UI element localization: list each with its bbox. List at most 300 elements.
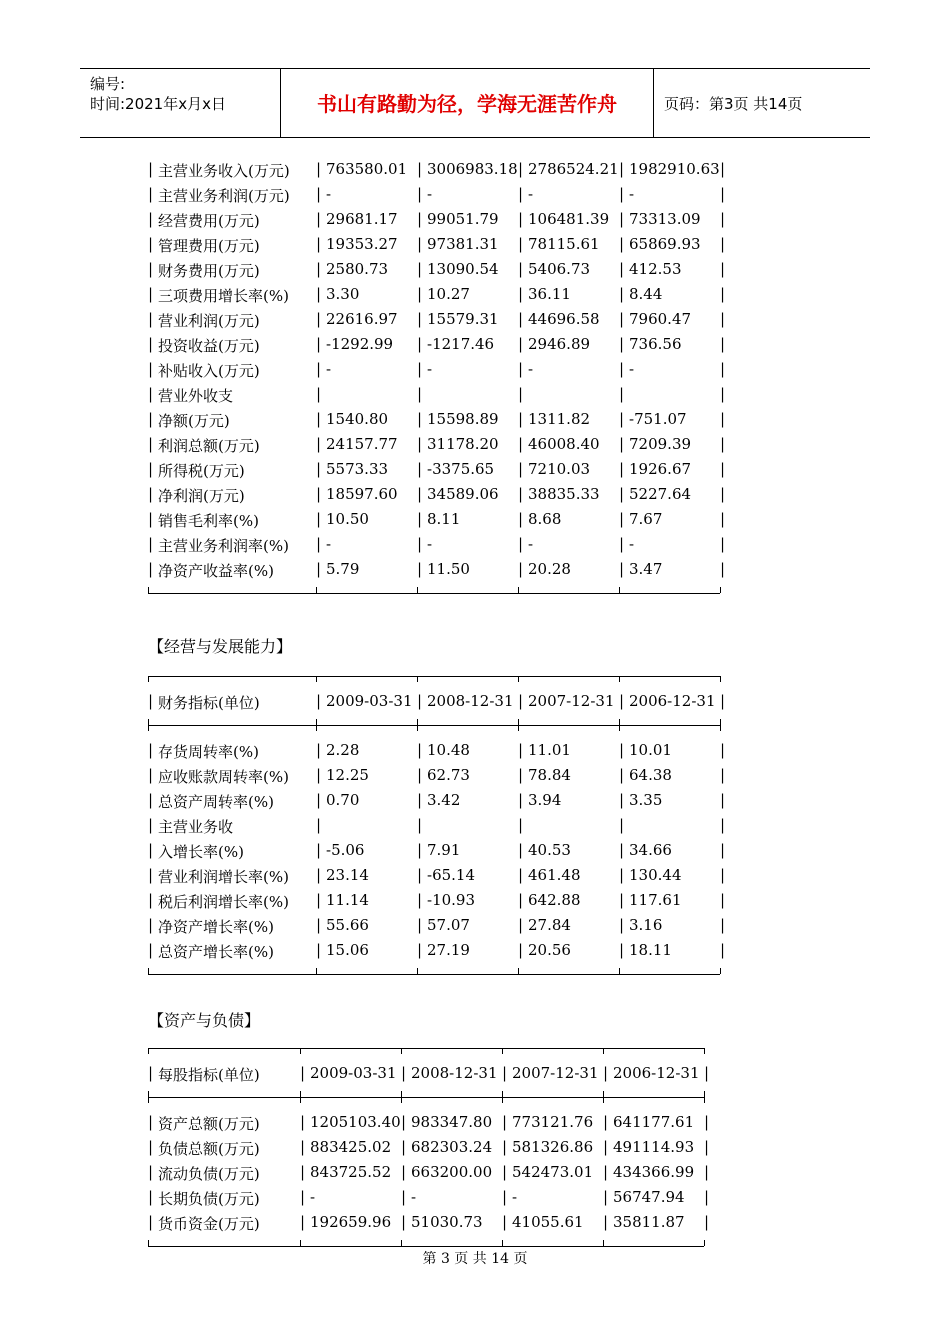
header-meta bbox=[80, 69, 281, 137]
cell-value: 64.38 bbox=[629, 766, 672, 784]
cell-value: 78.84 bbox=[528, 766, 571, 784]
row-label: 货币资金(万元) bbox=[158, 1215, 260, 1233]
cell-value: 7.91 bbox=[427, 841, 461, 859]
cell-value: 883425.02 bbox=[310, 1138, 392, 1156]
column-separator: | bbox=[720, 460, 726, 478]
cell-value: 736.56 bbox=[629, 335, 682, 353]
cell-value: - bbox=[427, 360, 433, 378]
rule-tick bbox=[603, 1240, 604, 1246]
cell-value: 20.56 bbox=[528, 941, 571, 959]
cell-value: 8.68 bbox=[528, 510, 562, 528]
cell-value: 10.50 bbox=[326, 510, 369, 528]
cell-value: -5.06 bbox=[326, 841, 365, 859]
column-separator: | bbox=[518, 435, 524, 453]
cell-value: 1926.67 bbox=[629, 460, 692, 478]
cell-value: 13090.54 bbox=[427, 260, 499, 278]
column-separator: | bbox=[720, 360, 726, 378]
cell-value: 2008-12-31 bbox=[427, 692, 514, 710]
column-separator: | bbox=[316, 410, 322, 428]
cell-value: 31178.20 bbox=[427, 435, 499, 453]
cell-value: -751.07 bbox=[629, 410, 687, 428]
cell-value: 2.28 bbox=[326, 741, 360, 759]
cell-value: 15.06 bbox=[326, 941, 369, 959]
rule-tick bbox=[603, 1091, 604, 1097]
column-separator: | bbox=[148, 410, 154, 428]
column-separator: | bbox=[148, 841, 154, 859]
cell-value: 10.01 bbox=[629, 741, 672, 759]
column-separator: | bbox=[148, 210, 154, 228]
section-title-assets: 【资产与负债】 bbox=[148, 1011, 261, 1030]
column-separator: | bbox=[417, 210, 423, 228]
row-label: 主营业务利润(万元) bbox=[158, 187, 290, 205]
rule-line bbox=[148, 1048, 704, 1049]
column-separator: | bbox=[316, 766, 322, 784]
cell-value: - bbox=[310, 1188, 316, 1206]
cell-value: 663200.00 bbox=[411, 1163, 493, 1181]
column-separator: | bbox=[720, 692, 726, 710]
row-label: 净利润(万元) bbox=[158, 487, 245, 505]
column-separator: | bbox=[148, 941, 154, 959]
column-separator: | bbox=[619, 360, 625, 378]
rule-line bbox=[148, 974, 720, 975]
rule-tick bbox=[417, 725, 418, 731]
column-separator: | bbox=[417, 916, 423, 934]
cell-value: 3.42 bbox=[427, 791, 461, 809]
column-separator: | bbox=[417, 741, 423, 759]
cell-value: - bbox=[427, 535, 433, 553]
rule-tick bbox=[148, 1097, 149, 1103]
page-footer: 第 3 页 共 14 页 bbox=[422, 1251, 528, 1267]
row-label: 主营业务利润率(%) bbox=[158, 537, 289, 555]
cell-value: 641177.61 bbox=[613, 1113, 695, 1131]
column-separator: | bbox=[603, 1213, 609, 1231]
cell-value: 35811.87 bbox=[613, 1213, 685, 1231]
cell-value: 8.44 bbox=[629, 285, 663, 303]
column-separator: | bbox=[417, 260, 423, 278]
column-separator: | bbox=[316, 891, 322, 909]
column-separator: | bbox=[619, 941, 625, 959]
cell-value: 2007-12-31 bbox=[512, 1064, 599, 1082]
cell-value: 27.84 bbox=[528, 916, 571, 934]
column-separator: | bbox=[148, 385, 154, 403]
column-separator: | bbox=[518, 535, 524, 553]
column-separator: | bbox=[619, 891, 625, 909]
column-separator: | bbox=[619, 692, 625, 710]
column-separator: | bbox=[316, 360, 322, 378]
rule-tick bbox=[300, 1097, 301, 1103]
rule-tick bbox=[148, 676, 149, 682]
column-separator: | bbox=[401, 1064, 407, 1082]
rule-tick bbox=[316, 968, 317, 974]
rule-tick bbox=[619, 719, 620, 725]
header-motto: 书山有路勤为径，学海无涯苦作舟 bbox=[281, 69, 654, 137]
column-separator: | bbox=[518, 941, 524, 959]
cell-value: 5406.73 bbox=[528, 260, 591, 278]
column-separator: | bbox=[417, 485, 423, 503]
row-label: 总资产增长率(%) bbox=[158, 943, 274, 961]
column-separator: | bbox=[148, 891, 154, 909]
cell-value: 22616.97 bbox=[326, 310, 398, 328]
column-separator: | bbox=[619, 816, 625, 834]
rule-tick bbox=[619, 968, 620, 974]
row-label: 投资收益(万元) bbox=[158, 337, 260, 355]
column-separator: | bbox=[518, 692, 524, 710]
column-separator: | bbox=[518, 260, 524, 278]
column-separator: | bbox=[148, 510, 154, 528]
column-separator: | bbox=[518, 510, 524, 528]
column-separator: | bbox=[316, 916, 322, 934]
column-separator: | bbox=[619, 510, 625, 528]
cell-value: 2009-03-31 bbox=[310, 1064, 397, 1082]
column-separator: | bbox=[502, 1213, 508, 1231]
column-separator: | bbox=[417, 185, 423, 203]
cell-value: - bbox=[326, 185, 332, 203]
cell-value: 44696.58 bbox=[528, 310, 600, 328]
rule-line bbox=[148, 725, 720, 726]
cell-value: - bbox=[528, 360, 534, 378]
row-label: 经营费用(万元) bbox=[158, 212, 260, 230]
column-separator: | bbox=[619, 410, 625, 428]
cell-value: 24157.77 bbox=[326, 435, 398, 453]
column-separator: | bbox=[417, 460, 423, 478]
rule-tick bbox=[619, 587, 620, 593]
row-label: 长期负债(万元) bbox=[158, 1190, 260, 1208]
column-separator: | bbox=[518, 410, 524, 428]
cell-value: - bbox=[427, 185, 433, 203]
doc-time-label: 时间:2021年x月x日 bbox=[90, 95, 226, 113]
column-separator: | bbox=[518, 160, 524, 178]
column-separator: | bbox=[619, 766, 625, 784]
column-separator: | bbox=[720, 310, 726, 328]
cell-value: 99051.79 bbox=[427, 210, 499, 228]
column-separator: | bbox=[704, 1188, 710, 1206]
column-separator: | bbox=[316, 741, 322, 759]
rule-tick bbox=[401, 1240, 402, 1246]
column-separator: | bbox=[316, 816, 322, 834]
column-separator: | bbox=[148, 310, 154, 328]
column-separator: | bbox=[401, 1113, 407, 1131]
row-label: 管理费用(万元) bbox=[158, 237, 260, 255]
cell-value: 57.07 bbox=[427, 916, 470, 934]
column-separator: | bbox=[518, 335, 524, 353]
column-separator: | bbox=[316, 510, 322, 528]
column-separator: | bbox=[518, 766, 524, 784]
cell-value: 2008-12-31 bbox=[411, 1064, 498, 1082]
column-separator: | bbox=[518, 185, 524, 203]
column-separator: | bbox=[417, 692, 423, 710]
column-separator: | bbox=[417, 510, 423, 528]
column-separator: | bbox=[300, 1113, 306, 1131]
column-separator: | bbox=[300, 1064, 306, 1082]
row-label: 利润总额(万元) bbox=[158, 437, 260, 455]
column-separator: | bbox=[619, 916, 625, 934]
cell-value: 73313.09 bbox=[629, 210, 701, 228]
column-separator: | bbox=[148, 1138, 154, 1156]
column-separator: | bbox=[704, 1163, 710, 1181]
row-label: 税后利润增长率(%) bbox=[158, 893, 289, 911]
cell-value: 18597.60 bbox=[326, 485, 398, 503]
rule-tick bbox=[518, 719, 519, 725]
cell-value: 3.16 bbox=[629, 916, 663, 934]
cell-value: 0.70 bbox=[326, 791, 360, 809]
column-separator: | bbox=[720, 485, 726, 503]
cell-value: 55.66 bbox=[326, 916, 369, 934]
column-separator: | bbox=[417, 535, 423, 553]
cell-value: 412.53 bbox=[629, 260, 682, 278]
column-separator: | bbox=[148, 1188, 154, 1206]
column-separator: | bbox=[619, 485, 625, 503]
column-separator: | bbox=[720, 285, 726, 303]
column-separator: | bbox=[603, 1188, 609, 1206]
column-separator: | bbox=[518, 210, 524, 228]
column-separator: | bbox=[518, 741, 524, 759]
column-separator: | bbox=[316, 285, 322, 303]
column-separator: | bbox=[316, 235, 322, 253]
column-separator: | bbox=[148, 866, 154, 884]
column-separator: | bbox=[316, 535, 322, 553]
column-separator: | bbox=[720, 435, 726, 453]
rule-tick bbox=[619, 725, 620, 731]
row-label: 主营业务收 bbox=[158, 818, 234, 836]
section-title-operations: 【经营与发展能力】 bbox=[148, 637, 293, 656]
column-separator: | bbox=[603, 1113, 609, 1131]
cell-value: 29681.17 bbox=[326, 210, 398, 228]
column-separator: | bbox=[518, 460, 524, 478]
column-separator: | bbox=[316, 692, 322, 710]
column-separator: | bbox=[401, 1138, 407, 1156]
column-separator: | bbox=[518, 916, 524, 934]
column-separator: | bbox=[518, 816, 524, 834]
column-separator: | bbox=[619, 235, 625, 253]
cell-value: 78115.61 bbox=[528, 235, 600, 253]
cell-value: 11.50 bbox=[427, 560, 470, 578]
cell-value: - bbox=[326, 360, 332, 378]
row-label: 资产总额(万元) bbox=[158, 1115, 260, 1133]
column-separator: | bbox=[148, 766, 154, 784]
rule-tick bbox=[148, 587, 149, 593]
column-separator: | bbox=[417, 560, 423, 578]
column-separator: | bbox=[720, 385, 726, 403]
rule-tick bbox=[300, 1091, 301, 1097]
header-page-number: 页码：第3页 共14页 bbox=[664, 95, 803, 113]
row-label: 净资产增长率(%) bbox=[158, 918, 274, 936]
column-separator: | bbox=[518, 360, 524, 378]
cell-value: 11.14 bbox=[326, 891, 369, 909]
rule-tick bbox=[502, 1097, 503, 1103]
column-separator: | bbox=[417, 866, 423, 884]
column-separator: | bbox=[148, 185, 154, 203]
column-separator: | bbox=[148, 816, 154, 834]
column-separator: | bbox=[417, 766, 423, 784]
row-label: 每股指标(单位) bbox=[158, 1066, 260, 1084]
cell-value: - bbox=[512, 1188, 518, 1206]
row-label: 销售毛利率(%) bbox=[158, 512, 259, 530]
column-separator: | bbox=[316, 435, 322, 453]
cell-value: 7210.03 bbox=[528, 460, 591, 478]
column-separator: | bbox=[417, 235, 423, 253]
cell-value: 773121.76 bbox=[512, 1113, 594, 1131]
rule-tick bbox=[316, 676, 317, 682]
row-label: 财务费用(万元) bbox=[158, 262, 260, 280]
cell-value: 1540.80 bbox=[326, 410, 389, 428]
column-separator: | bbox=[619, 560, 625, 578]
rule-tick bbox=[300, 1048, 301, 1054]
cell-value: 434366.99 bbox=[613, 1163, 695, 1181]
column-separator: | bbox=[148, 1064, 154, 1082]
rule-tick bbox=[148, 968, 149, 974]
cell-value: 27.19 bbox=[427, 941, 470, 959]
column-separator: | bbox=[720, 560, 726, 578]
column-separator: | bbox=[720, 410, 726, 428]
cell-value: 3.94 bbox=[528, 791, 562, 809]
column-separator: | bbox=[603, 1138, 609, 1156]
column-separator: | bbox=[619, 310, 625, 328]
column-separator: | bbox=[518, 310, 524, 328]
column-separator: | bbox=[417, 816, 423, 834]
column-separator: | bbox=[720, 335, 726, 353]
column-separator: | bbox=[417, 310, 423, 328]
cell-value: 36.11 bbox=[528, 285, 571, 303]
rule-tick bbox=[300, 1240, 301, 1246]
rule-tick bbox=[502, 1048, 503, 1054]
column-separator: | bbox=[720, 941, 726, 959]
cell-value: 130.44 bbox=[629, 866, 682, 884]
column-separator: | bbox=[619, 285, 625, 303]
rule-tick bbox=[704, 1091, 705, 1097]
cell-value: 5.79 bbox=[326, 560, 360, 578]
column-separator: | bbox=[603, 1163, 609, 1181]
column-separator: | bbox=[518, 841, 524, 859]
column-separator: | bbox=[619, 160, 625, 178]
column-separator: | bbox=[417, 410, 423, 428]
column-separator: | bbox=[518, 866, 524, 884]
cell-value: - bbox=[629, 535, 635, 553]
cell-value: 3006983.18 bbox=[427, 160, 518, 178]
column-separator: | bbox=[619, 260, 625, 278]
cell-value: 7960.47 bbox=[629, 310, 692, 328]
cell-value: 56747.94 bbox=[613, 1188, 685, 1206]
column-separator: | bbox=[720, 210, 726, 228]
cell-value: 11.01 bbox=[528, 741, 571, 759]
column-separator: | bbox=[720, 766, 726, 784]
cell-value: 491114.93 bbox=[613, 1138, 695, 1156]
rule-tick bbox=[502, 1091, 503, 1097]
column-separator: | bbox=[720, 160, 726, 178]
column-separator: | bbox=[148, 235, 154, 253]
rule-tick bbox=[704, 1048, 705, 1054]
cell-value: 38835.33 bbox=[528, 485, 600, 503]
rule-tick bbox=[316, 725, 317, 731]
cell-value: - bbox=[411, 1188, 417, 1206]
column-separator: | bbox=[502, 1064, 508, 1082]
column-separator: | bbox=[502, 1163, 508, 1181]
rule-line bbox=[148, 1246, 704, 1247]
rule-tick bbox=[316, 587, 317, 593]
cell-value: - bbox=[326, 535, 332, 553]
row-label: 主营业务收入(万元) bbox=[158, 162, 290, 180]
column-separator: | bbox=[518, 560, 524, 578]
rule-tick bbox=[148, 1091, 149, 1097]
column-separator: | bbox=[401, 1163, 407, 1181]
column-separator: | bbox=[148, 916, 154, 934]
row-label: 应收账款周转率(%) bbox=[158, 768, 289, 786]
column-separator: | bbox=[417, 791, 423, 809]
cell-value: 41055.61 bbox=[512, 1213, 584, 1231]
rule-tick bbox=[417, 676, 418, 682]
rule-tick bbox=[603, 1048, 604, 1054]
cell-value: 46008.40 bbox=[528, 435, 600, 453]
cell-value: 10.27 bbox=[427, 285, 470, 303]
rule-tick bbox=[502, 1240, 503, 1246]
row-label: 补贴收入(万元) bbox=[158, 362, 260, 380]
column-separator: | bbox=[720, 866, 726, 884]
column-separator: | bbox=[148, 460, 154, 478]
cell-value: 34589.06 bbox=[427, 485, 499, 503]
rule-tick bbox=[720, 719, 721, 725]
column-separator: | bbox=[619, 741, 625, 759]
rule-tick bbox=[401, 1097, 402, 1103]
column-separator: | bbox=[720, 816, 726, 834]
column-separator: | bbox=[316, 385, 322, 403]
row-label: 所得税(万元) bbox=[158, 462, 245, 480]
column-separator: | bbox=[316, 335, 322, 353]
column-separator: | bbox=[417, 160, 423, 178]
cell-value: 18.11 bbox=[629, 941, 672, 959]
cell-value: 8.11 bbox=[427, 510, 461, 528]
column-separator: | bbox=[148, 260, 154, 278]
column-separator: | bbox=[148, 560, 154, 578]
column-separator: | bbox=[401, 1188, 407, 1206]
column-separator: | bbox=[720, 841, 726, 859]
cell-value: 1982910.63 bbox=[629, 160, 720, 178]
rule-tick bbox=[720, 587, 721, 593]
column-separator: | bbox=[720, 260, 726, 278]
cell-value: 2946.89 bbox=[528, 335, 591, 353]
column-separator: | bbox=[720, 235, 726, 253]
column-separator: | bbox=[720, 510, 726, 528]
cell-value: 3.47 bbox=[629, 560, 663, 578]
column-separator: | bbox=[518, 891, 524, 909]
column-separator: | bbox=[720, 891, 726, 909]
cell-value: 106481.39 bbox=[528, 210, 610, 228]
row-label: 入增长率(%) bbox=[158, 843, 244, 861]
row-label: 三项费用增长率(%) bbox=[158, 287, 289, 305]
cell-value: 763580.01 bbox=[326, 160, 408, 178]
cell-value: 34.66 bbox=[629, 841, 672, 859]
column-separator: | bbox=[502, 1113, 508, 1131]
column-separator: | bbox=[316, 841, 322, 859]
column-separator: | bbox=[316, 210, 322, 228]
column-separator: | bbox=[148, 360, 154, 378]
column-separator: | bbox=[417, 891, 423, 909]
column-separator: | bbox=[417, 285, 423, 303]
rule-tick bbox=[417, 587, 418, 593]
column-separator: | bbox=[720, 535, 726, 553]
column-separator: | bbox=[502, 1138, 508, 1156]
column-separator: | bbox=[720, 791, 726, 809]
column-separator: | bbox=[316, 310, 322, 328]
cell-value: 40.53 bbox=[528, 841, 571, 859]
rule-tick bbox=[720, 968, 721, 974]
column-separator: | bbox=[704, 1213, 710, 1231]
column-separator: | bbox=[300, 1188, 306, 1206]
column-separator: | bbox=[720, 185, 726, 203]
column-separator: | bbox=[417, 841, 423, 859]
column-separator: | bbox=[619, 460, 625, 478]
cell-value: - bbox=[528, 535, 534, 553]
column-separator: | bbox=[316, 866, 322, 884]
column-separator: | bbox=[417, 360, 423, 378]
